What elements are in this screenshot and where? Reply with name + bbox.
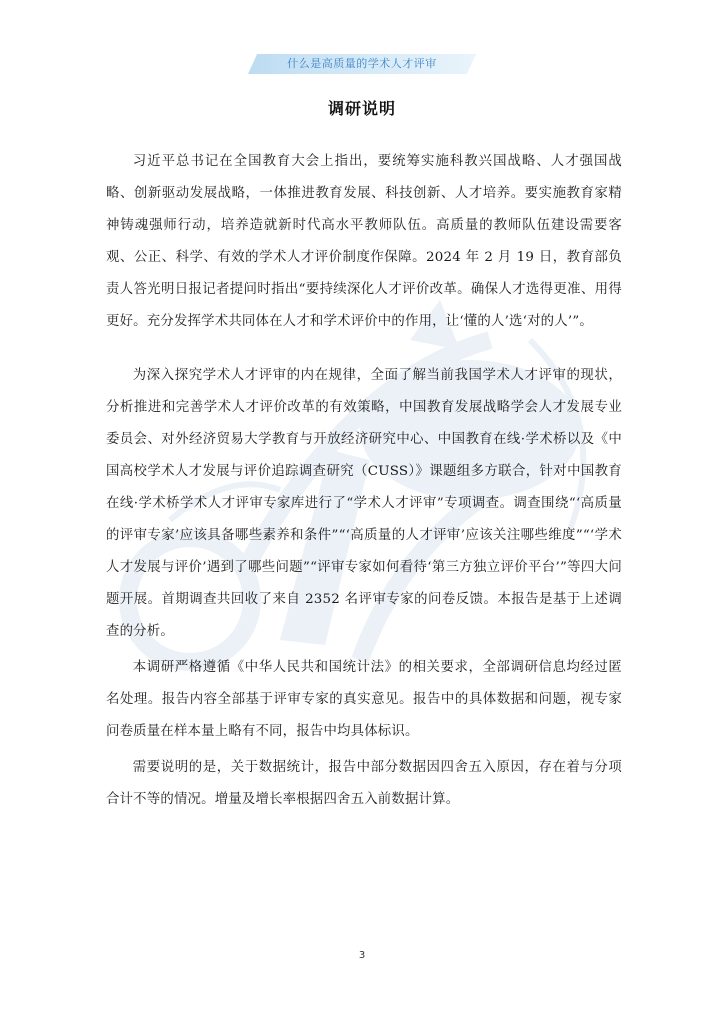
paragraph-3: 本调研严格遵循《中华人民共和国统计法》的相关要求，全部调研信息均经过匿名处理。报告内容全部基于评审专家的真实意见。报告中的具体数据和问题，视专家问卷质量在样本量上略有不同，报告中均具体标识。 — [106, 660, 622, 739]
paragraph-4: 需要说明的是，关于数据统计，报告中部分数据因四舍五入原因，存在着与分项合计不等的情况。增量及增长率根据四舍五入前数据计算。 — [106, 760, 622, 807]
page-title: 调研说明 — [327, 99, 396, 118]
running-header: 什么是高质量的学术人才评审 — [287, 57, 437, 70]
paragraph-1: 习近平总书记在全国教育大会上指出，要统筹实施科教兴国战略、人才强国战略、创新驱动发展战略，一体推进教育发展、科技创新、人才培养。要实施教育家精神铸魂强师行动，培养造就新时代高水平教师队伍。高质量的教师队伍建设需要客观、公正、科学、有效的学术人才评价制度作保障。2024 年 2 月 19 日，教育部负责人答光明日报记者提问时指出“要持续深化人才评价改革。确保人才选得更准、用得更好。充分发挥学术共同体在人才和学术评价中的作用，让‘懂的人’选‘对的人’”。 — [106, 154, 622, 329]
page-number: 3 — [358, 950, 366, 961]
paragraph-2: 为深入探究学术人才评审的内在规律，全面了解当前我国学术人才评审的现状，分析推进和完善学术人才评价改革的有效策略，中国教育发展战略学会人才发展专业委员会、对外经济贸易大学教育与开放经济研究中心、中国教育在线·学术桥以及《中国高校学术人才发展与评价追踪调查研究（CUSS）》课题组多方联合，针对中国教育在线·学术桥学术人才评审专家库进行了“学术人才评审”专项调查。调查围绕“‘高质量的评审专家’应该具备哪些素养和条件”“‘高质量的人才评审’应该关注哪些维度”“‘学术人才发展与评价’遇到了哪些问题”“评审专家如何看待‘第三方独立评价平台’”等四大问题开展。首期调查共回收了来自 2352 名评审专家的问卷反馈。本报告是基于上述调查的分析。 — [106, 368, 622, 639]
document-body — [106, 146, 622, 816]
